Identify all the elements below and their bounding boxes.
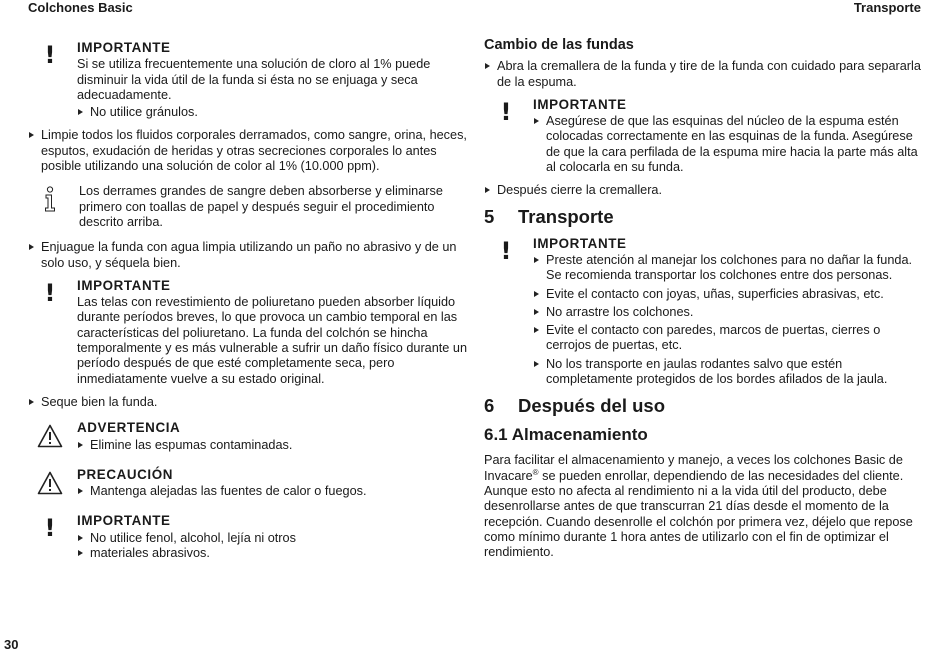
page-number: 30 (4, 637, 19, 652)
section-6-heading (484, 395, 924, 417)
important-note-transport (484, 236, 924, 388)
bullet-open-zipper: Abra la cremallera de la funda y tire de la funda con cuidado para separarla de la espuma. (484, 59, 924, 90)
exclamation-icon: ! (44, 514, 56, 543)
right-column (484, 38, 924, 562)
note-bullet: Evite el contacto con paredes, marcos de puertas, cierres o cerrojos de puertas, etc. (533, 323, 924, 354)
info-note-blood (28, 184, 468, 230)
section-6-1-heading: 6.1 Almacenamiento (484, 425, 648, 445)
note-title: IMPORTANTE (77, 277, 171, 293)
bullet-rinse: Enjuague la funda con agua limpia utilizando un paño no abrasivo y de un solo uso, y séquela bien. (28, 240, 468, 271)
info-icon (32, 186, 68, 216)
note-bullet: No utilice fenol, alcohol, lejía ni otros (77, 531, 468, 546)
note-bullet: Asegúrese de que las esquinas del núcleo de la espuma estén colocadas correctamente en las esquinas de la funda. Asegúrese de que la cara perfilada de la espuma mire hacia la parte más alta al colocarla en su funda. (533, 114, 924, 175)
exclamation-icon: ! (500, 236, 512, 265)
warning-triangle-icon (32, 424, 68, 452)
caution-note (28, 467, 468, 500)
important-note-chlorine (28, 40, 468, 120)
section-title: Después del uso (518, 395, 666, 417)
bullet-close-zipper: Después cierre la cremallera. (484, 183, 924, 198)
note-bullet: Elimine las espumas contaminadas. (77, 438, 468, 453)
covers-heading: Cambio de las fundas (484, 37, 634, 53)
note-bullet: No utilice gránulos. (77, 105, 468, 120)
warning-note (28, 420, 468, 453)
section-title: Transporte (518, 205, 614, 227)
note-title: IMPORTANTE (533, 96, 627, 112)
bullet-clean-fluids: Limpie todos los fluidos corporales derramados, como sangre, orina, heces, esputos, exudación de heridas y otras secreciones corporales lo antes posible utilizando una solución de color al 1% (10.000 ppm). (28, 128, 468, 174)
exclamation-icon: ! (44, 41, 56, 69)
note-text: Si se utiliza frecuentemente una solución de cloro al 1% puede disminuir la vida útil de la funda si ésta no se enjuaga y seca adecuadamente. (77, 57, 431, 102)
info-text: Los derrames grandes de sangre deben absorberse y eliminarse primero con toallas de papel y después seguir el procedimiento descrito arriba. (79, 184, 443, 229)
storage-text-part: se pueden enrollar, dependiendo de las necesidades del cliente. Aunque esto no afecta al rendimiento ni a la vida útil del producto, debe desenrollarse antes de que transcurran 21 días desde el momento de la recepción. Cuando desenrolle el colchón por primera vez, déjelo que repose como mínimo durante 1 hora antes de utilizarlo con el fin de optimizar el rendimiento. (484, 468, 913, 560)
important-note-foam-corners (484, 97, 924, 175)
bullet-dry: Seque bien la funda. (28, 395, 468, 410)
exclamation-icon: ! (44, 278, 56, 307)
header-section-name: Transporte (853, 0, 921, 15)
note-title: IMPORTANTE (77, 513, 171, 529)
note-title: ADVERTENCIA (77, 420, 181, 436)
section-number: 5 (484, 205, 495, 227)
header-product-name: Colchones Basic (28, 0, 133, 15)
note-bullet: No los transporte en jaulas rodantes salvo que estén completamente protegidos de los bordes afilados de la jaula. (533, 357, 924, 388)
note-bullet: Mantenga alejadas las fuentes de calor o fuegos. (77, 484, 468, 499)
note-bullet: Evite el contacto con joyas, uñas, superficies abrasivas, etc. (533, 287, 924, 302)
note-title: IMPORTANTE (77, 40, 171, 55)
section-number: 6 (484, 395, 495, 417)
note-title: PRECAUCIÓN (77, 466, 174, 482)
important-note-polyurethane (28, 278, 468, 387)
note-bullet: Preste atención al manejar los colchones para no dañar la funda. Se recomienda transportar los colchones entre dos personas. (533, 253, 924, 284)
note-bullet: materiales abrasivos. (77, 546, 468, 561)
section-5-heading (484, 206, 924, 228)
caution-triangle-icon (32, 471, 68, 499)
note-bullet: No arrastre los colchones. (533, 305, 924, 320)
registered-mark: ® (532, 467, 539, 477)
note-title: IMPORTANTE (533, 235, 627, 251)
left-column (28, 40, 468, 569)
exclamation-icon: ! (500, 97, 512, 126)
storage-text-part: Para facilitar el almacenamiento y manejo, a veces los colchones Basic de Invacare (484, 453, 903, 483)
important-note-chemicals (28, 513, 468, 561)
storage-paragraph (484, 453, 924, 560)
note-text: Las telas con revestimiento de poliuretano pueden absorber líquido durante períodos breves, lo que provoca un cambio temporal en las características del poliuretano. La funda del colchón se hincha temporalmente y es más vulnerable a sufrir un daño físico durante un período después de que esté completamente seca, pero inmediatamente vuelve a su estado original. (77, 295, 467, 386)
